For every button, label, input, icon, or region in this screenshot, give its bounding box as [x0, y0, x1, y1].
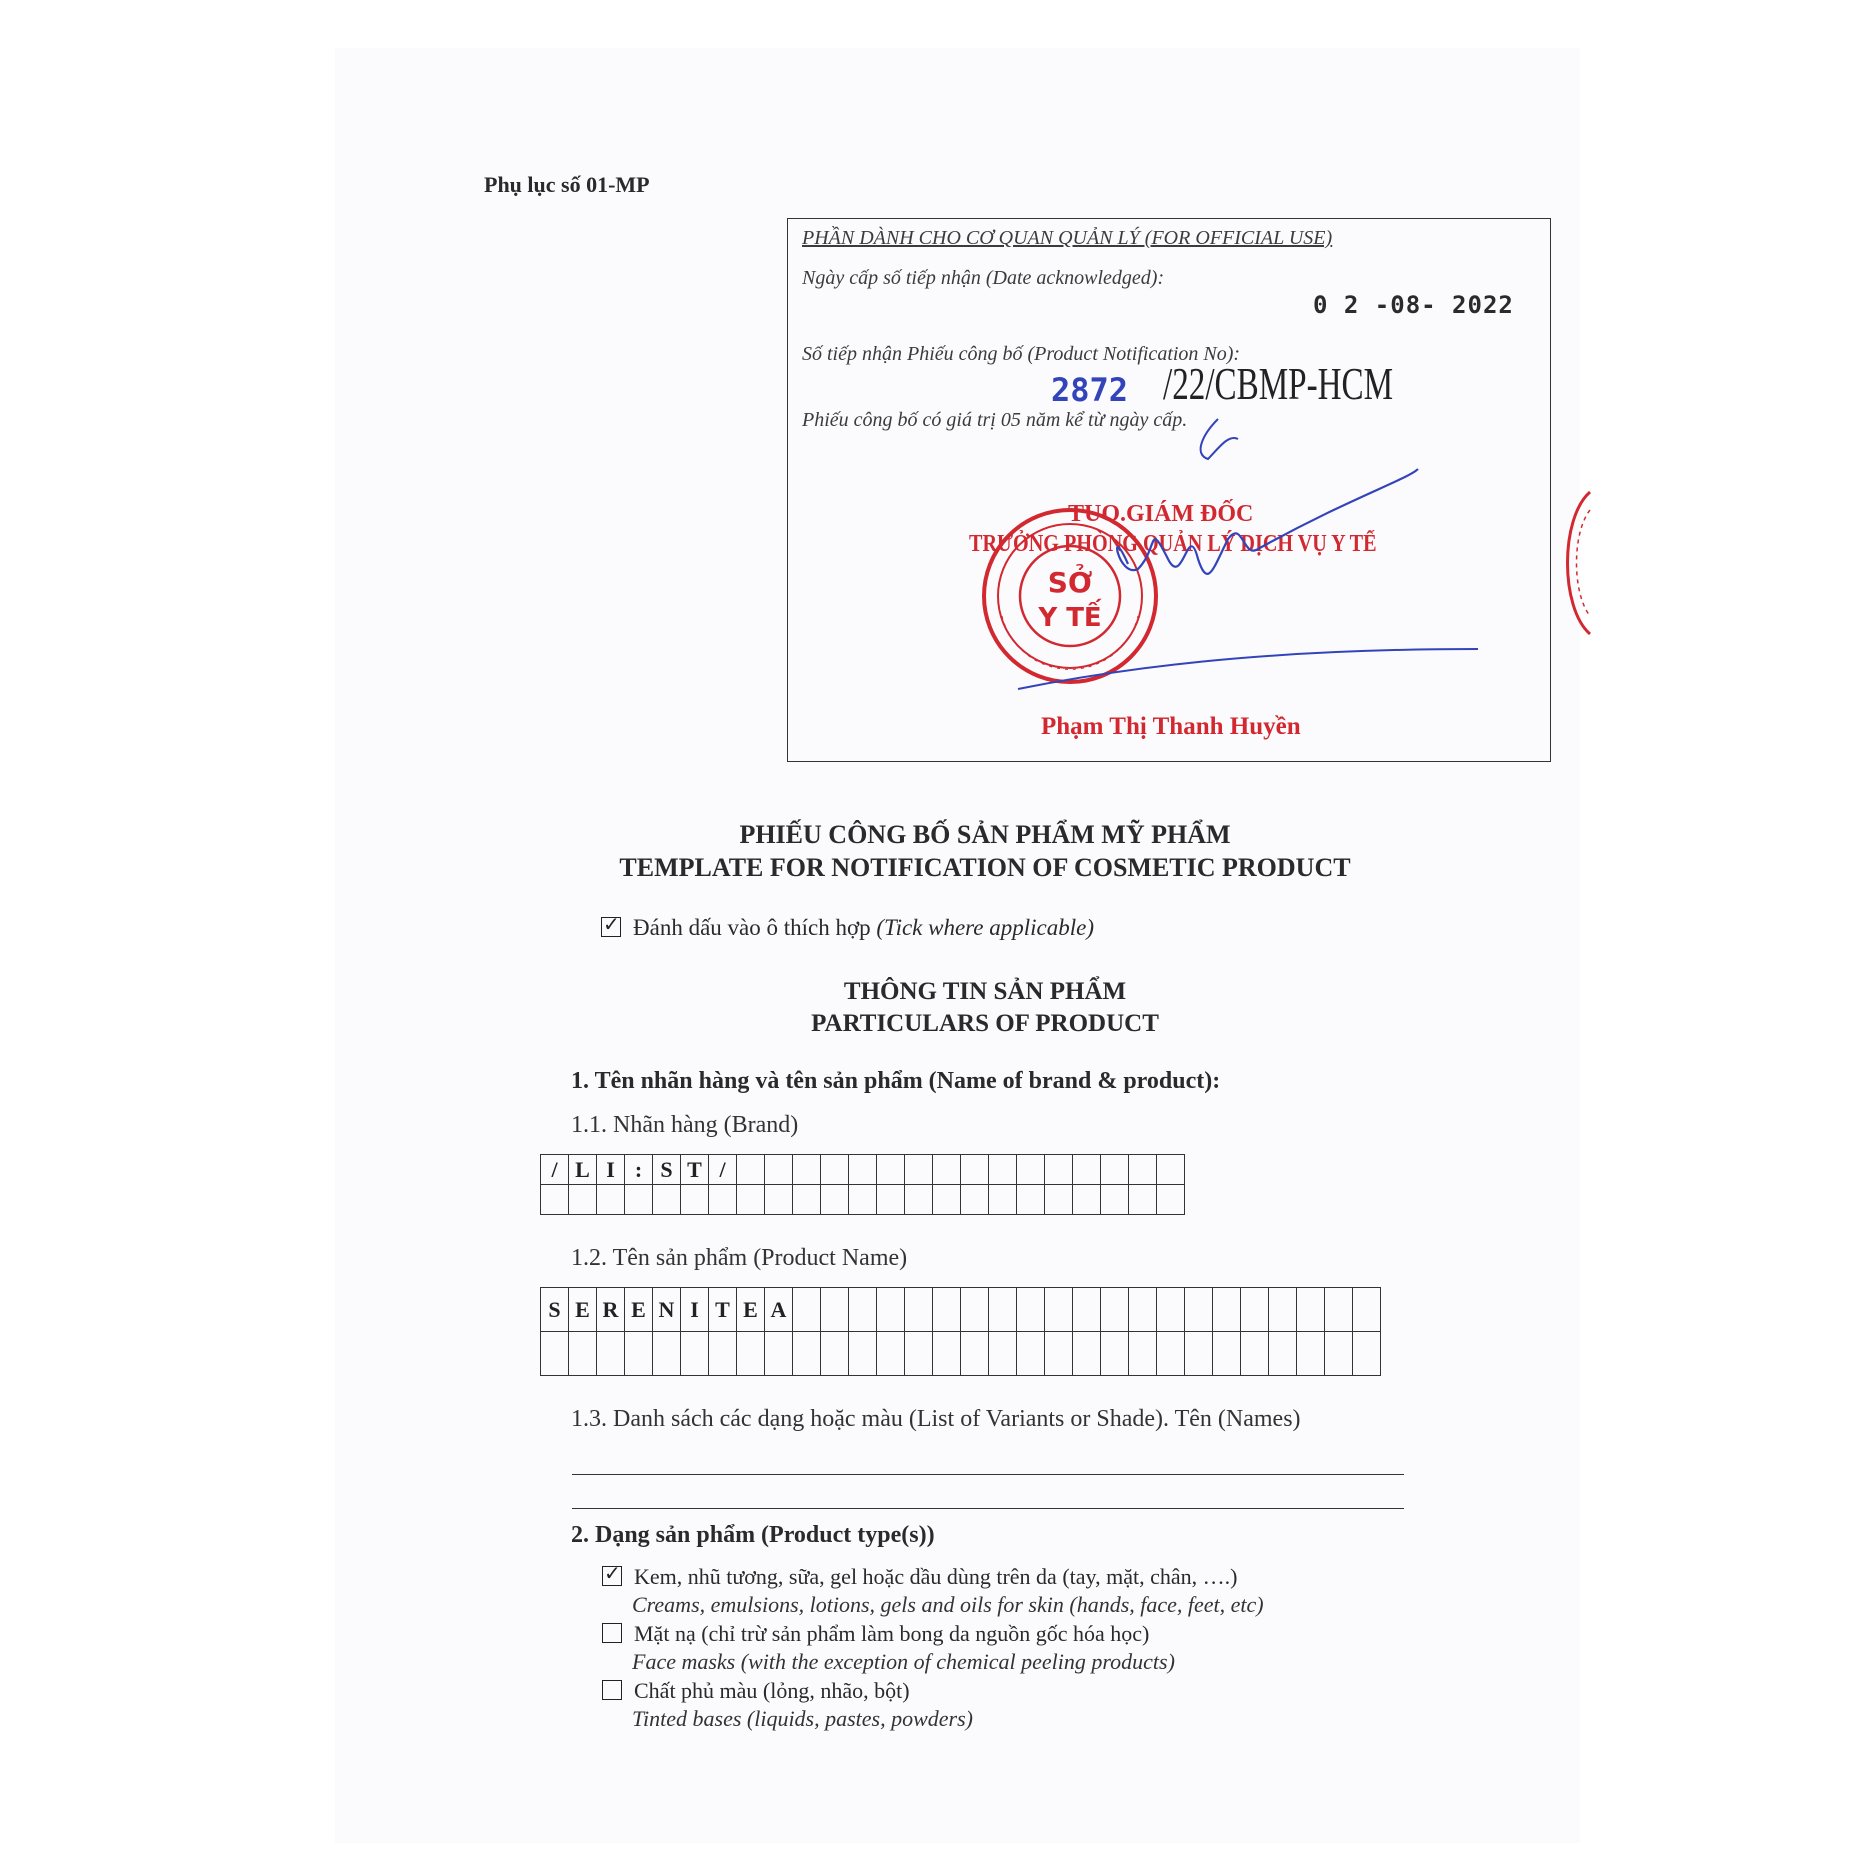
product-cell[interactable] [1269, 1332, 1297, 1376]
particulars-title-vi: THÔNG TIN SẢN PHẨM [843, 978, 1127, 1005]
product-cell[interactable]: E [569, 1288, 597, 1332]
product-name-grid[interactable] [540, 1287, 1381, 1376]
product-cell[interactable] [1045, 1288, 1073, 1332]
product-cell[interactable] [961, 1332, 989, 1376]
brand-cell[interactable] [989, 1155, 1017, 1185]
product-grid-row-1 [541, 1288, 1381, 1332]
brand-cell[interactable] [597, 1185, 625, 1215]
signer-title-2: TRƯỞNG PHÒNG QUẢN LÝ DỊCH VỤ Y TẾ [969, 531, 1377, 557]
product-cell[interactable] [793, 1288, 821, 1332]
product-cell[interactable] [793, 1332, 821, 1376]
product-cell[interactable] [653, 1332, 681, 1376]
product-cell[interactable]: E [625, 1288, 653, 1332]
brand-cell[interactable] [1073, 1185, 1101, 1215]
product-cell[interactable] [1213, 1288, 1241, 1332]
product-cell[interactable] [681, 1332, 709, 1376]
product-cell[interactable] [1213, 1332, 1241, 1376]
brand-cell[interactable]: L [569, 1155, 597, 1185]
brand-grid[interactable] [540, 1154, 1185, 1215]
product-cell[interactable] [1185, 1288, 1213, 1332]
product-cell[interactable] [1101, 1288, 1129, 1332]
product-cell[interactable] [989, 1332, 1017, 1376]
tick-note-vi: Đánh dấu vào ô thích hợp [633, 915, 871, 940]
brand-cell[interactable] [961, 1155, 989, 1185]
product-cell[interactable] [1353, 1332, 1381, 1376]
brand-cell[interactable] [737, 1155, 765, 1185]
product-cell[interactable] [1325, 1332, 1353, 1376]
checkbox-icon[interactable] [602, 1680, 622, 1700]
brand-cell[interactable] [933, 1185, 961, 1215]
brand-cell[interactable] [961, 1185, 989, 1215]
product-cell[interactable] [569, 1332, 597, 1376]
brand-cell[interactable] [569, 1185, 597, 1215]
brand-grid-row-1 [541, 1155, 1185, 1185]
product-type-vi: Kem, nhũ tương, sữa, gel hoặc dầu dùng trên da (tay, mặt, chân, ….) [634, 1564, 1238, 1589]
product-cell[interactable] [1017, 1288, 1045, 1332]
official-use-title: PHẦN DÀNH CHO CƠ QUAN QUẢN LÝ (FOR OFFICIAL USE) [802, 227, 1333, 249]
product-cell[interactable]: N [653, 1288, 681, 1332]
product-cell[interactable] [877, 1288, 905, 1332]
date-acknowledged-label: Ngày cấp số tiếp nhận (Date acknowledged): [802, 267, 1165, 289]
brand-cell[interactable] [1045, 1185, 1073, 1215]
product-cell[interactable] [541, 1332, 569, 1376]
particulars-title-en: PARTICULARS OF PRODUCT [811, 1010, 1159, 1037]
brand-cell[interactable] [905, 1155, 933, 1185]
brand-cell[interactable]: S [653, 1155, 681, 1185]
edge-stamp-fragment [1552, 488, 1592, 638]
product-cell[interactable] [1129, 1332, 1157, 1376]
product-cell[interactable] [737, 1332, 765, 1376]
brand-cell[interactable] [1101, 1155, 1129, 1185]
product-cell[interactable] [1241, 1332, 1269, 1376]
variants-label: 1.3. Danh sách các dạng hoặc màu (List of Variants or Shade). Tên (Names) [571, 1406, 1301, 1432]
brand-cell[interactable]: T [681, 1155, 709, 1185]
brand-cell[interactable]: / [709, 1155, 737, 1185]
section-2-heading: 2. Dạng sản phẩm (Product type(s)) [571, 1522, 935, 1548]
brand-cell[interactable] [765, 1185, 793, 1215]
product-type-en: Tinted bases (liquids, pastes, powders) [632, 1706, 974, 1731]
product-name-label: 1.2. Tên sản phẩm (Product Name) [571, 1245, 908, 1271]
brand-cell[interactable] [1017, 1185, 1045, 1215]
date-acknowledged-value: 0 2 -08- 2022 [1313, 291, 1514, 319]
brand-cell[interactable] [765, 1155, 793, 1185]
brand-cell[interactable] [989, 1185, 1017, 1215]
notification-number-label: Số tiếp nhận Phiếu công bố (Product Notification No): [802, 343, 1241, 365]
product-cell[interactable] [1157, 1288, 1185, 1332]
product-cell[interactable] [625, 1332, 653, 1376]
product-cell[interactable] [1325, 1288, 1353, 1332]
product-type-en: Face masks (with the exception of chemical peeling products) [632, 1649, 1175, 1674]
annex-label: Phụ lục số 01-MP [484, 172, 650, 197]
brand-cell[interactable] [1017, 1155, 1045, 1185]
product-cell[interactable] [1297, 1288, 1325, 1332]
brand-cell[interactable] [821, 1155, 849, 1185]
tick-instruction [601, 915, 1094, 941]
product-cell[interactable]: T [709, 1288, 737, 1332]
brand-cell[interactable] [849, 1155, 877, 1185]
product-cell[interactable] [1157, 1332, 1185, 1376]
product-cell[interactable] [1297, 1332, 1325, 1376]
product-type-vi: Mặt nạ (chỉ trừ sản phẩm làm bong da nguồn gốc hóa học) [634, 1621, 1150, 1646]
product-cell[interactable] [1101, 1332, 1129, 1376]
svg-text:SỞ: SỞ [1047, 566, 1093, 599]
signer-name: Phạm Thị Thanh Huyền [1041, 713, 1301, 740]
product-cell[interactable] [765, 1332, 793, 1376]
product-cell[interactable] [1353, 1288, 1381, 1332]
brand-cell[interactable] [625, 1185, 653, 1215]
brand-cell[interactable]: I [597, 1155, 625, 1185]
brand-cell[interactable] [737, 1185, 765, 1215]
product-cell[interactable] [821, 1332, 849, 1376]
brand-cell[interactable] [709, 1185, 737, 1215]
product-cell[interactable] [905, 1288, 933, 1332]
brand-cell[interactable] [877, 1185, 905, 1215]
product-cell[interactable] [709, 1332, 737, 1376]
product-cell[interactable] [933, 1288, 961, 1332]
product-cell[interactable] [1129, 1288, 1157, 1332]
product-cell[interactable] [1185, 1332, 1213, 1376]
section-1-heading: 1. Tên nhãn hàng và tên sản phẩm (Name of brand & product): [571, 1068, 1221, 1094]
product-cell[interactable] [1045, 1332, 1073, 1376]
brand-cell[interactable] [1157, 1185, 1185, 1215]
brand-cell[interactable] [793, 1155, 821, 1185]
brand-cell[interactable] [1129, 1155, 1157, 1185]
product-type-en: Creams, emulsions, lotions, gels and oils for skin (hands, face, feet, etc) [632, 1592, 1264, 1617]
product-cell[interactable] [1017, 1332, 1045, 1376]
product-cell[interactable]: R [597, 1288, 625, 1332]
product-cell[interactable] [989, 1288, 1017, 1332]
official-use-box [787, 218, 1551, 762]
product-type-option[interactable] [602, 1621, 1149, 1647]
product-cell[interactable]: E [737, 1288, 765, 1332]
product-cell[interactable] [933, 1332, 961, 1376]
brand-cell[interactable] [793, 1185, 821, 1215]
product-cell[interactable] [821, 1288, 849, 1332]
product-cell[interactable] [961, 1288, 989, 1332]
brand-cell[interactable] [1045, 1155, 1073, 1185]
product-grid-row-2 [541, 1332, 1381, 1376]
checked-box-icon[interactable] [602, 1566, 622, 1586]
checked-box-icon [601, 917, 621, 937]
product-cell[interactable] [597, 1332, 625, 1376]
product-type-option[interactable] [602, 1678, 910, 1704]
signer-title-1: TUQ.GIÁM ĐỐC [1068, 501, 1254, 527]
variants-line-1[interactable] [572, 1474, 1404, 1475]
product-cell[interactable] [1073, 1288, 1101, 1332]
product-cell[interactable] [1241, 1288, 1269, 1332]
notification-number: 2872 [1051, 371, 1129, 409]
brand-cell[interactable] [849, 1185, 877, 1215]
form-title-vi: PHIẾU CÔNG BỐ SẢN PHẨM MỸ PHẨM [739, 820, 1231, 849]
brand-cell[interactable] [905, 1185, 933, 1215]
product-cell[interactable]: I [681, 1288, 709, 1332]
product-cell[interactable] [1073, 1332, 1101, 1376]
product-cell[interactable]: A [765, 1288, 793, 1332]
brand-cell[interactable] [681, 1185, 709, 1215]
variants-line-2[interactable] [572, 1508, 1404, 1509]
brand-cell[interactable] [541, 1185, 569, 1215]
brand-cell[interactable] [1073, 1155, 1101, 1185]
product-cell[interactable] [905, 1332, 933, 1376]
product-cell[interactable] [877, 1332, 905, 1376]
product-cell[interactable] [849, 1288, 877, 1332]
brand-cell[interactable] [933, 1155, 961, 1185]
brand-cell[interactable] [653, 1185, 681, 1215]
product-cell[interactable]: S [541, 1288, 569, 1332]
brand-grid-row-2 [541, 1185, 1185, 1215]
brand-label: 1.1. Nhãn hàng (Brand) [571, 1112, 799, 1138]
form-title-en: TEMPLATE FOR NOTIFICATION OF COSMETIC PRODUCT [619, 853, 1351, 882]
brand-cell[interactable]: : [625, 1155, 653, 1185]
product-cell[interactable] [1269, 1288, 1297, 1332]
checkbox-icon[interactable] [602, 1623, 622, 1643]
validity-note: Phiếu công bố có giá trị 05 năm kể từ ngày cấp. [802, 409, 1188, 431]
svg-text:Y TẾ: Y TẾ [1038, 603, 1102, 633]
product-type-vi: Chất phủ màu (lỏng, nhão, bột) [634, 1678, 910, 1703]
tick-note-en: (Tick where applicable) [876, 915, 1094, 940]
product-type-option[interactable] [602, 1564, 1237, 1590]
notification-number-suffix: /22/CBMP-HCM [1163, 358, 1394, 409]
brand-cell[interactable]: / [541, 1155, 569, 1185]
brand-cell[interactable] [877, 1155, 905, 1185]
brand-cell[interactable] [821, 1185, 849, 1215]
product-cell[interactable] [849, 1332, 877, 1376]
brand-cell[interactable] [1129, 1185, 1157, 1215]
brand-cell[interactable] [1101, 1185, 1129, 1215]
brand-cell[interactable] [1157, 1155, 1185, 1185]
